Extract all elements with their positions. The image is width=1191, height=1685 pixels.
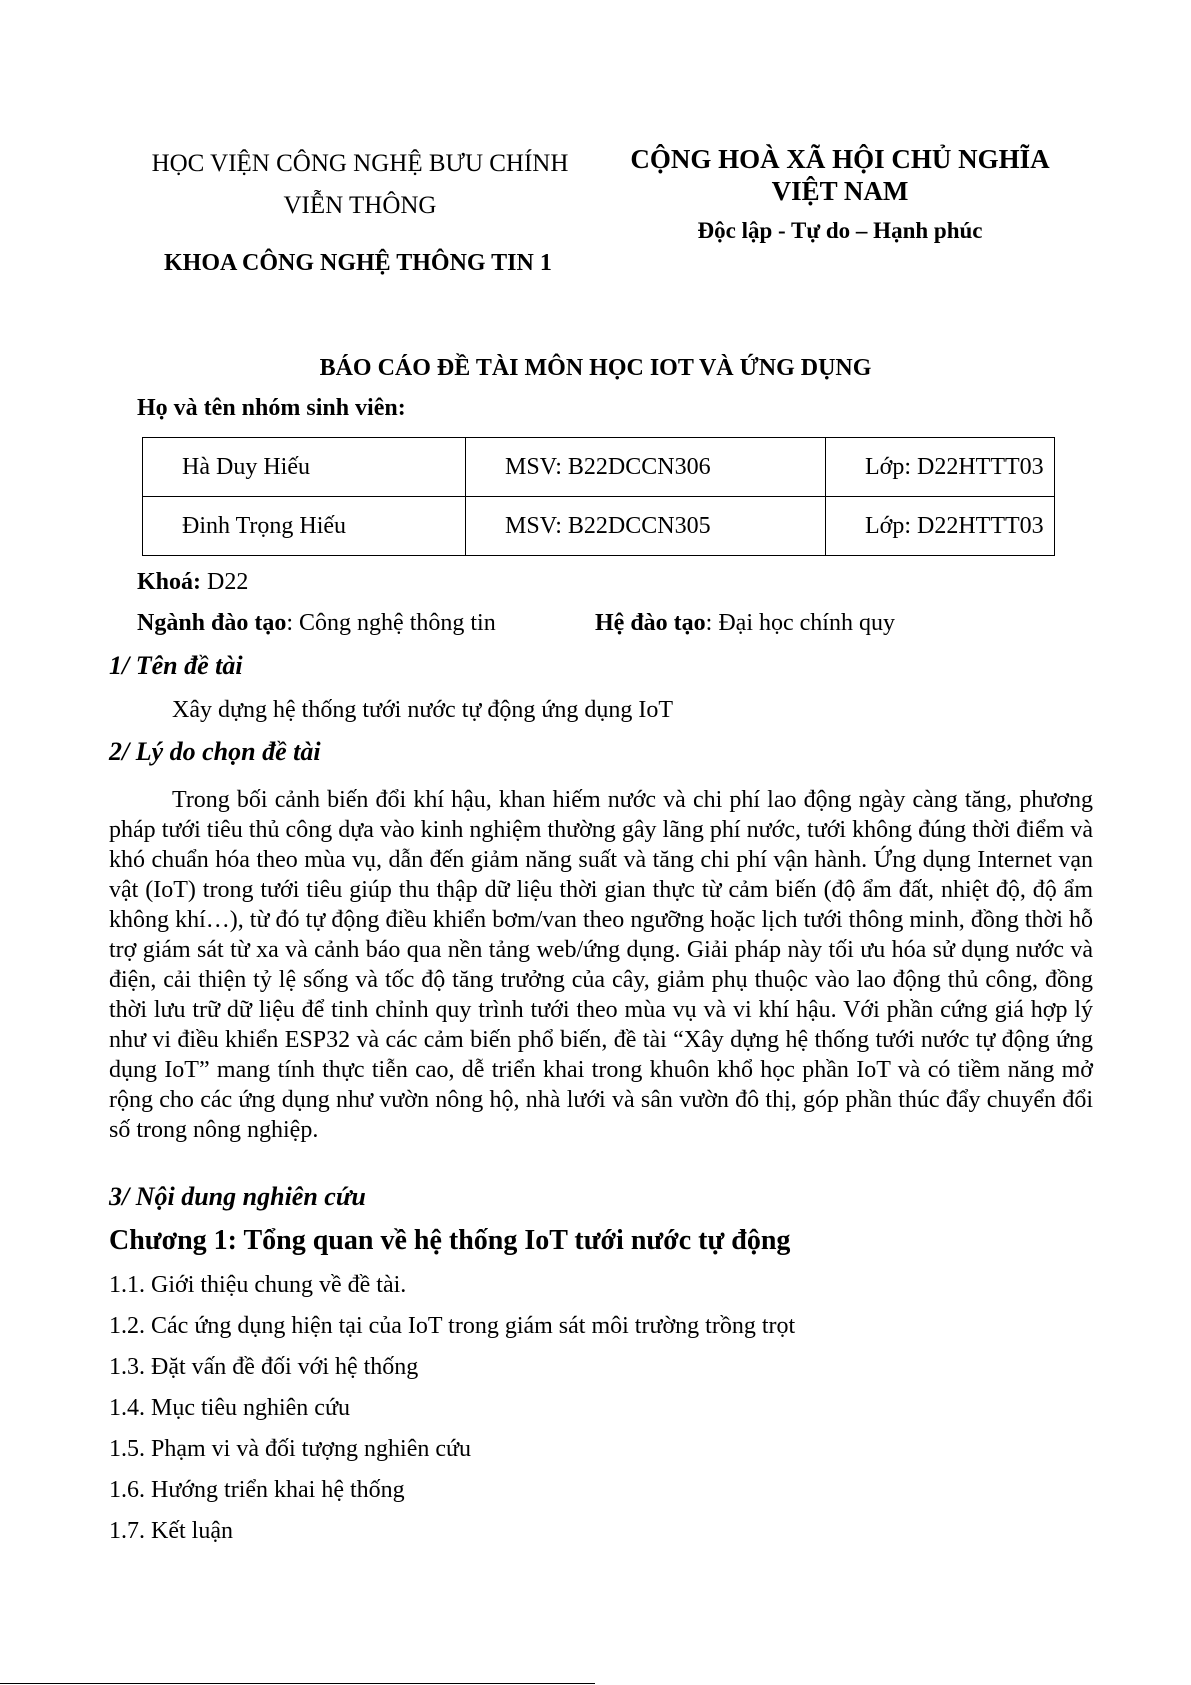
faculty-name: KHOA CÔNG NGHỆ THÔNG TIN 1 [164,250,552,276]
member-name: Hà Duy Hiếu [143,438,466,497]
major-label: Ngành đào tạo [137,610,287,636]
training-line [595,610,895,637]
members-table [142,437,1055,556]
section1-heading: 1/ Tên đề tài [109,651,243,680]
toc-item: 1.7. Kết luận [109,1518,233,1544]
toc-item: 1.3. Đặt vấn đề đối với hệ thống [109,1354,419,1380]
topic-text: Xây dựng hệ thống tưới nước tự động ứng dụng IoT [172,697,674,723]
institution-name-line1: HỌC VIỆN CÔNG NGHỆ BƯU CHÍNH [151,150,569,177]
member-class: Lớp: D22HTTT03 [826,438,1055,497]
course-label: Khoá: [137,569,202,595]
member-class: Lớp: D22HTTT03 [826,497,1055,556]
major-value: : Công nghệ thông tin [286,610,496,636]
major-line [137,610,496,637]
institution-name-line2: VIỄN THÔNG [283,192,437,219]
country-name-line2: VIỆT NAM [771,176,909,206]
table-row [143,438,1055,497]
course-value: D22 [201,569,249,595]
chapter-title: Chương 1: Tổng quan về hệ thống IoT tưới nước tự động [109,1225,791,1256]
section3-heading: 3/ Nội dung nghiên cứu [109,1182,366,1211]
member-msv: MSV: B22DCCN305 [466,497,826,556]
toc-item: 1.5. Phạm vi và đối tượng nghiên cứu [109,1436,472,1462]
toc-item: 1.6. Hướng triển khai hệ thống [109,1477,405,1503]
national-motto: Độc lập - Tự do – Hạnh phúc [697,218,983,243]
country-name-line1: CỘNG HOÀ XÃ HỘI CHỦ NGHĨA [630,144,1050,174]
training-value: : Đại học chính quy [705,610,895,636]
table-row [143,497,1055,556]
toc-item: 1.2. Các ứng dụng hiện tại của IoT trong giám sát môi trường trồng trọt [109,1313,796,1339]
toc-item: 1.1. Giới thiệu chung về đề tài. [109,1272,407,1298]
section2-heading: 2/ Lý do chọn đề tài [109,737,321,766]
member-name: Đinh Trọng Hiếu [143,497,466,556]
training-label: Hệ đào tạo [595,610,706,636]
course-line [137,569,248,596]
footer-divider [0,1683,595,1684]
toc-item: 1.4. Mục tiêu nghiên cứu [109,1395,350,1421]
group-label: Họ và tên nhóm sinh viên: [137,395,406,421]
rationale-paragraph: Trong bối cảnh biến đổi khí hậu, khan hiếm nước và chi phí lao động ngày càng tăng, phương pháp tưới tiêu thủ công dựa vào kinh nghiệm thường gây lãng phí nước, tưới không đúng thời điểm và khó chuẩn hóa theo mùa vụ, dẫn đến giảm năng suất và tăng chi phí vận hành. Ứng dụng Internet vạn vật (IoT) trong tưới tiêu giúp thu thập dữ liệu thời gian thực từ cảm biến (độ ẩm đất, nhiệt độ, độ ẩm không khí…), từ đó tự động điều khiển bơm/van theo ngưỡng hoặc lịch tưới thông minh, đồng thời hỗ trợ giám sát từ xa và cảnh báo qua nền tảng web/ứng dụng. Giải pháp này tối ưu hóa sử dụng nước và điện, cải thiện tỷ lệ sống và tốc độ tăng trưởng của cây, giảm phụ thuộc vào lao động thủ công, đồng thời lưu trữ dữ liệu để tinh chỉnh quy trình tưới theo mùa vụ và vi khí hậu. Với phần cứng giá hợp lý như vi điều khiển ESP32 và các cảm biến phổ biến, đề tài “Xây dựng hệ thống tưới nước tự động ứng dụng IoT” mang tính thực tiễn cao, dễ triển khai trong khuôn khổ học phần IoT và có tiềm năng mở rộng cho các ứng dụng như vườn nông hộ, nhà lưới và sân vườn đô thị, góp phần thúc đẩy chuyển đổi số trong nông nghiệp. [109,787,1093,1143]
report-title: BÁO CÁO ĐỀ TÀI MÔN HỌC IOT VÀ ỨNG DỤNG [319,355,872,381]
member-msv: MSV: B22DCCN306 [466,438,826,497]
